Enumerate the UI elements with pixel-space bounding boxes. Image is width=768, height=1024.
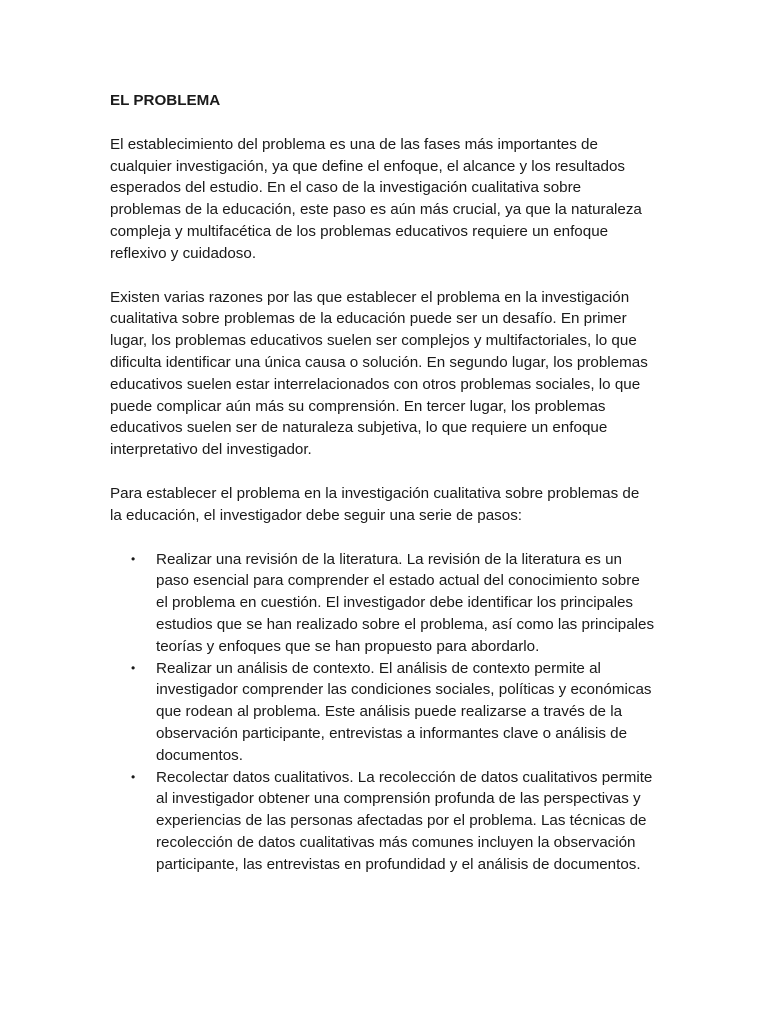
- steps-list: [110, 549, 655, 876]
- bullet-icon: •: [131, 660, 136, 675]
- list-item: [110, 767, 655, 876]
- paragraph-3: Para establecer el problema en la investigación cualitativa sobre problemas de la educación, el investigador debe seguir una serie de pasos:: [110, 484, 640, 524]
- bullet-icon: •: [131, 769, 136, 784]
- list-item: [110, 658, 655, 767]
- list-item-text: Realizar una revisión de la literatura. La revisión de la literatura es un paso esencial para comprender el estado actual del conocimiento sobre el problema en cuestión. El investigador debe identificar los principales estudios que se han realizado sobre el problema, así como las principales teorías y enfoques que se han propuesto para abordarlo.: [156, 550, 655, 655]
- document-page: [110, 90, 655, 876]
- bullet-icon: •: [131, 551, 136, 566]
- list-item-text: Recolectar datos cualitativos. La recolección de datos cualitativos permite al investigador obtener una comprensión profunda de las perspectivas y experiencias de las personas afectadas por el problema. Las técnicas de recolección de datos cualitativas más comunes incluyen la observación participante, las entrevistas en profundidad y el análisis de documentos.: [156, 768, 653, 873]
- document-title: EL PROBLEMA: [110, 92, 221, 109]
- paragraph-1: El establecimiento del problema es una de las fases más importantes de cualquier investigación, ya que define el enfoque, el alcance y los resultados esperados del estudio. En el caso de la investigación cualitativa sobre problemas de la educación, este paso es aún más crucial, ya que la naturaleza compleja y multifacética de los problemas educativos requiere un enfoque reflexivo y cuidadoso.: [110, 135, 642, 262]
- list-item-text: Realizar un análisis de contexto. El análisis de contexto permite al investigador comprender las condiciones sociales, políticas y económicas que rodean al problema. Este análisis puede realizarse a través de la observación participante, entrevistas a informantes clave o análisis de documentos.: [156, 659, 652, 764]
- paragraph-2: Existen varias razones por las que establecer el problema en la investigación cualitativa sobre problemas de la educación puede ser un desafío. En primer lugar, los problemas educativos suelen ser complejos y multifactoriales, lo que dificulta identificar una única causa o solución. En segundo lugar, los problemas educativos suelen estar interrelacionados con otros problemas sociales, lo que puede complicar aún más su comprensión. En tercer lugar, los problemas educativos suelen ser de naturaleza subjetiva, lo que requiere un enfoque interpretativo del investigador.: [110, 288, 648, 459]
- list-item: [110, 549, 655, 658]
